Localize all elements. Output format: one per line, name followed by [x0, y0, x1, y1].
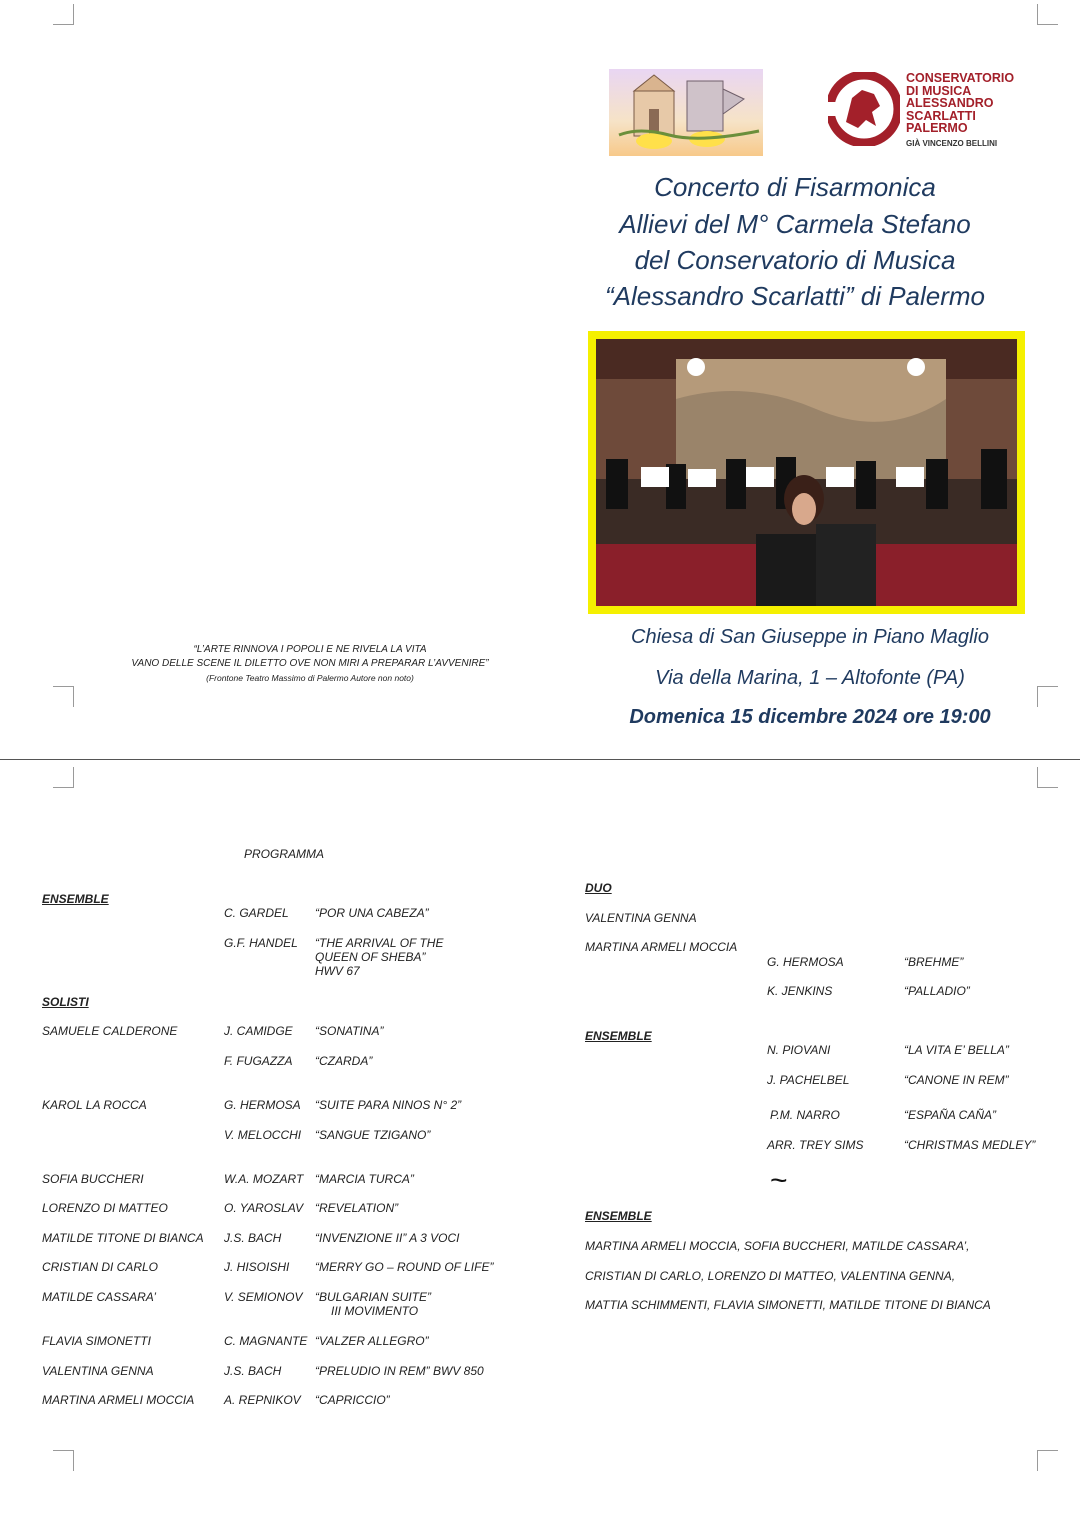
crop-mark	[53, 4, 74, 25]
piece-line: “THE ARRIVAL OF THE	[315, 936, 444, 950]
crop-mark	[53, 767, 74, 788]
piece: “PALLADIO”	[904, 984, 970, 998]
crop-mark	[1037, 1450, 1058, 1471]
logo-line-3: ALESSANDRO	[906, 96, 994, 110]
piece: “CHRISTMAS MEDLEY”	[904, 1138, 1036, 1152]
concert-date: Domenica 15 dicembre 2024 ore 19:00	[629, 706, 991, 728]
logo-line-6: GIÀ VINCENZO BELLINI	[906, 138, 998, 148]
composer: J. CAMIDGE	[224, 1024, 293, 1038]
ensemble-heading: ENSEMBLE	[585, 1029, 652, 1043]
logo-line-1: CONSERVATORIO	[906, 71, 1015, 85]
concert-title-line-3: del Conservatorio di Musica	[634, 245, 956, 275]
performer: LORENZO DI MATTEO	[42, 1201, 168, 1215]
concert-title-line-4: “Alessandro Scarlatti” di Palermo	[604, 281, 986, 311]
piece: “CAPRICCIO”	[315, 1393, 390, 1407]
composer: C. GARDEL	[224, 906, 289, 920]
performer: MATILDE TITONE DI BIANCA	[42, 1231, 204, 1245]
ensemble-members: MARTINA ARMELI MOCCIA, SOFIA BUCCHERI, MATILDE CASSARA’,	[585, 1239, 970, 1253]
composer: A. REPNIKOV	[224, 1393, 301, 1407]
piece-line: HWV 67	[315, 964, 360, 978]
composer: C. MAGNANTE	[224, 1334, 308, 1348]
composer: V. MELOCCHI	[224, 1128, 302, 1142]
lion-emblem-icon	[828, 72, 900, 146]
piece: “LA VITA E’ BELLA”	[904, 1043, 1009, 1057]
piece: “VALZER ALLEGRO”	[315, 1334, 429, 1348]
composer: G. HERMOSA	[224, 1098, 301, 1112]
performer: KAROL LA ROCCA	[42, 1098, 147, 1112]
performer: SAMUELE CALDERONE	[42, 1024, 178, 1038]
quote-source: (Frontone Teatro Massimo di Palermo Autore non noto)	[206, 673, 414, 683]
piece: “CZARDA”	[315, 1054, 373, 1068]
crop-mark	[53, 1450, 74, 1471]
piece: “POR UNA CABEZA”	[315, 906, 429, 920]
composer: J. PACHELBEL	[767, 1073, 850, 1087]
composer: ARR. TREY SIMS	[767, 1138, 864, 1152]
concert-title-line-2: Allievi del M° Carmela Stefano	[619, 209, 971, 239]
quote-line-2: VANO DELLE SCENE IL DILETTO OVE NON MIRI A PREPARAR L’AVVENIRE”	[131, 658, 489, 669]
performer: SOFIA BUCCHERI	[42, 1172, 144, 1186]
piece: “MERRY GO – ROUND OF LIFE”	[315, 1260, 494, 1274]
composer: J.S. BACH	[224, 1364, 282, 1378]
conservatorio-logo	[828, 72, 1038, 150]
concert-title-line-1: Concerto di Fisarmonica	[654, 172, 936, 202]
piece: “INVENZIONE II” A 3 VOCI	[315, 1231, 460, 1245]
piece-line: QUEEN OF SHEBA”	[315, 950, 426, 964]
piece: “BREHME”	[904, 955, 964, 969]
page-divider	[0, 759, 1080, 760]
composer: G. HERMOSA	[767, 955, 844, 969]
composer: N. PIOVANI	[767, 1043, 831, 1057]
piece: “ESPAÑA CAÑA”	[904, 1108, 997, 1122]
duo-performer: MARTINA ARMELI MOCCIA	[585, 940, 738, 954]
crop-mark	[53, 686, 74, 707]
piece-line: III MOVIMENTO	[331, 1304, 419, 1318]
tilde-separator: ~	[770, 1164, 788, 1197]
church-illustration-logo	[609, 69, 763, 156]
piece: “PRELUDIO IN REM” BWV 850	[315, 1364, 484, 1378]
composer: J. HISOISHI	[224, 1260, 290, 1274]
crop-mark	[1037, 686, 1058, 707]
composer: W.A. MOZART	[224, 1172, 304, 1186]
composer: V. SEMIONOV	[224, 1290, 303, 1304]
composer: P.M. NARRO	[770, 1108, 840, 1122]
duo-heading: DUO	[585, 881, 612, 895]
venue-address: Via della Marina, 1 – Altofonte (PA)	[655, 667, 965, 689]
ensemble-members: CRISTIAN DI CARLO, LORENZO DI MATTEO, VALENTINA GENNA,	[585, 1269, 956, 1283]
piece: “SONATINA”	[315, 1024, 384, 1038]
piece: “MARCIA TURCA”	[315, 1172, 414, 1186]
piece: “REVELATION”	[315, 1201, 399, 1215]
program-heading: PROGRAMMA	[244, 847, 325, 861]
solisti-heading: SOLISTI	[42, 995, 89, 1009]
piece	[315, 936, 443, 978]
composer: J.S. BACH	[224, 1231, 282, 1245]
ensemble-members: MATTIA SCHIMMENTI, FLAVIA SIMONETTI, MATILDE TITONE DI BIANCA	[585, 1298, 991, 1312]
logo-line-2: DI MUSICA	[906, 83, 972, 98]
ensemble-heading: ENSEMBLE	[585, 1209, 652, 1223]
performer: MARTINA ARMELI MOCCIA	[42, 1393, 195, 1407]
crop-mark	[1037, 767, 1058, 788]
piece: “SANGUE TZIGANO”	[315, 1128, 431, 1142]
venue-name: Chiesa di San Giuseppe in Piano Maglio	[631, 626, 989, 648]
composer: K. JENKINS	[767, 984, 833, 998]
performer: FLAVIA SIMONETTI	[42, 1334, 151, 1348]
ensemble-heading: ENSEMBLE	[42, 892, 109, 906]
concert-photo	[588, 331, 1025, 614]
composer: O. YAROSLAV	[224, 1201, 304, 1215]
piece	[315, 1290, 431, 1318]
duo-performer: VALENTINA GENNA	[585, 911, 697, 925]
composer: F. FUGAZZA	[224, 1054, 293, 1068]
piece: “SUITE PARA NINOS N° 2”	[315, 1098, 462, 1112]
performer: CRISTIAN DI CARLO	[42, 1260, 159, 1274]
logo-line-4: SCARLATTI	[906, 108, 976, 123]
piece: “CANONE IN REM”	[904, 1073, 1009, 1087]
performer: MATILDE CASSARA’	[42, 1290, 157, 1304]
piece-line: “BULGARIAN SUITE”	[315, 1290, 432, 1304]
composer: G.F. HANDEL	[224, 936, 298, 950]
crop-mark	[1037, 4, 1058, 25]
quote-line-1: “L’ARTE RINNOVA I POPOLI E NE RIVELA LA VITA	[193, 644, 427, 655]
performer: VALENTINA GENNA	[42, 1364, 154, 1378]
logo-line-5: PALERMO	[906, 121, 968, 135]
